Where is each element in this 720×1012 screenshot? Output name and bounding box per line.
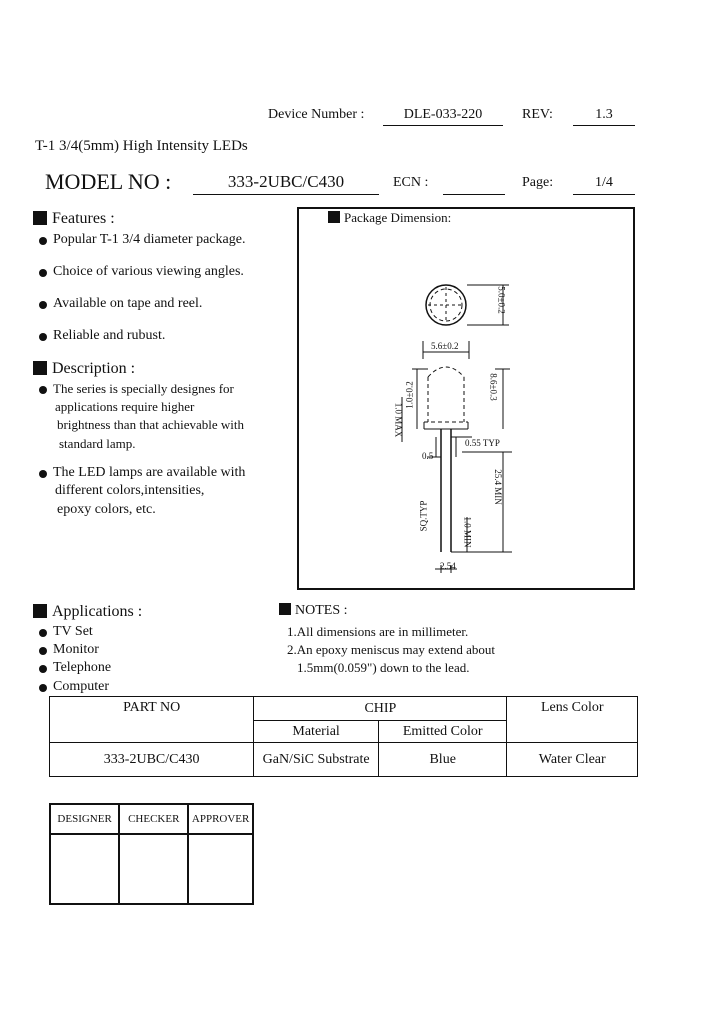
header-part-no: PART NO: [50, 697, 254, 743]
dim-label: 25.4 MIN: [492, 469, 503, 505]
applications-heading: [33, 603, 142, 621]
features-title: Features :: [52, 210, 115, 227]
description-title: Description :: [52, 360, 136, 377]
features-heading: [33, 210, 115, 228]
dim-label: 8.6±0.3: [488, 373, 499, 401]
ecn-underline: [443, 194, 505, 195]
designer-header: DESIGNER: [50, 804, 119, 834]
rev-underline: [573, 125, 635, 126]
led-dome: [428, 367, 464, 377]
spec-table: [49, 696, 638, 777]
bullet-icon: [39, 269, 47, 277]
header-lens-color: Lens Color: [507, 697, 638, 743]
features-item: Available on tape and reel.: [53, 296, 203, 311]
device-number-value: DLE-033-220: [403, 107, 483, 122]
rev-label: REV:: [522, 107, 553, 122]
square-bullet-icon: [33, 604, 47, 618]
header-material: Material: [254, 721, 379, 743]
bullet-icon: [39, 665, 47, 673]
description-line: applications require higher: [55, 399, 195, 414]
bullet-icon: [39, 386, 47, 394]
square-bullet-icon: [33, 211, 47, 225]
applications-item: TV Set: [53, 624, 93, 639]
square-bullet-icon: [33, 361, 47, 375]
dim-label: 0.5: [422, 451, 434, 461]
header-emitted-color: Emitted Color: [378, 721, 507, 743]
features-item: Popular T-1 3/4 diameter package.: [53, 232, 246, 247]
bullet-icon: [39, 333, 47, 341]
features-item: Reliable and rubust.: [53, 328, 166, 343]
applications-item: Computer: [53, 679, 109, 694]
description-line: brightness than that achievable with: [57, 417, 245, 432]
dim-label: SQ.TYP: [418, 500, 429, 532]
description-line: standard lamp.: [59, 436, 136, 451]
cell-emitted-color: Blue: [378, 743, 507, 777]
notes-line: 2.An epoxy meniscus may extend about: [287, 642, 495, 657]
notes-heading: [279, 603, 348, 619]
notes-title: NOTES :: [295, 603, 348, 618]
header-chip: CHIP: [254, 697, 507, 721]
table-row: [50, 743, 638, 777]
dim-label: 1.0±0.2: [404, 381, 415, 409]
bullet-icon: [39, 629, 47, 637]
description-heading: [33, 360, 135, 378]
applications-item: Monitor: [53, 642, 99, 657]
bullet-icon: [39, 301, 47, 309]
dim-label: 1.0 MAX: [393, 402, 404, 438]
description-line: The series is specially designes for: [53, 381, 234, 396]
signoff-table: [49, 803, 254, 905]
applications-item: Telephone: [53, 660, 112, 675]
bullet-icon: [39, 237, 47, 245]
rev-value: 1.3: [595, 107, 613, 122]
checker-signature-cell: [119, 834, 188, 904]
designer-signature-cell: [50, 834, 119, 904]
dim-label: 5.0±0.2: [496, 286, 507, 314]
notes-line: 1.5mm(0.059") down to the lead.: [297, 660, 470, 675]
page-label: Page:: [522, 175, 554, 190]
cell-part-no: 333-2UBC/C430: [50, 743, 254, 777]
description-line: The LED lamps are available with: [53, 465, 246, 480]
cell-material: GaN/SiC Substrate: [254, 743, 379, 777]
features-item: Choice of various viewing angles.: [53, 264, 244, 279]
dim-label: 2.54: [440, 561, 456, 571]
square-bullet-icon: [279, 603, 291, 615]
product-subtitle: T-1 3/4(5mm) High Intensity LEDs: [35, 138, 248, 154]
bullet-icon: [39, 470, 47, 478]
model-label: MODEL NO :: [45, 169, 172, 194]
bullet-icon: [39, 647, 47, 655]
description-line: epoxy colors, etc.: [57, 502, 156, 517]
model-underline: [193, 194, 379, 195]
ecn-label: ECN :: [393, 175, 429, 190]
cell-lens-color: Water Clear: [507, 743, 638, 777]
model-value: 333-2UBC/C430: [227, 172, 345, 191]
bullet-icon: [39, 684, 47, 692]
checker-header: CHECKER: [119, 804, 188, 834]
package-title: Package Dimension:: [344, 210, 452, 225]
device-number-label: Device Number :: [268, 107, 365, 122]
notes-line: 1.All dimensions are in millimeter.: [287, 624, 469, 639]
dim-label: 1.0 MIN: [462, 516, 473, 548]
dim-label: 0.55 TYP: [465, 438, 500, 448]
approver-signature-cell: [188, 834, 253, 904]
dim-label: 5.6±0.2: [431, 341, 459, 351]
approver-header: APPROVER: [188, 804, 253, 834]
page-value: 1/4: [595, 175, 613, 190]
page-underline: [573, 194, 635, 195]
applications-title: Applications :: [52, 603, 143, 620]
device-number-underline: [383, 125, 503, 126]
description-line: different colors,intensities,: [55, 483, 205, 498]
